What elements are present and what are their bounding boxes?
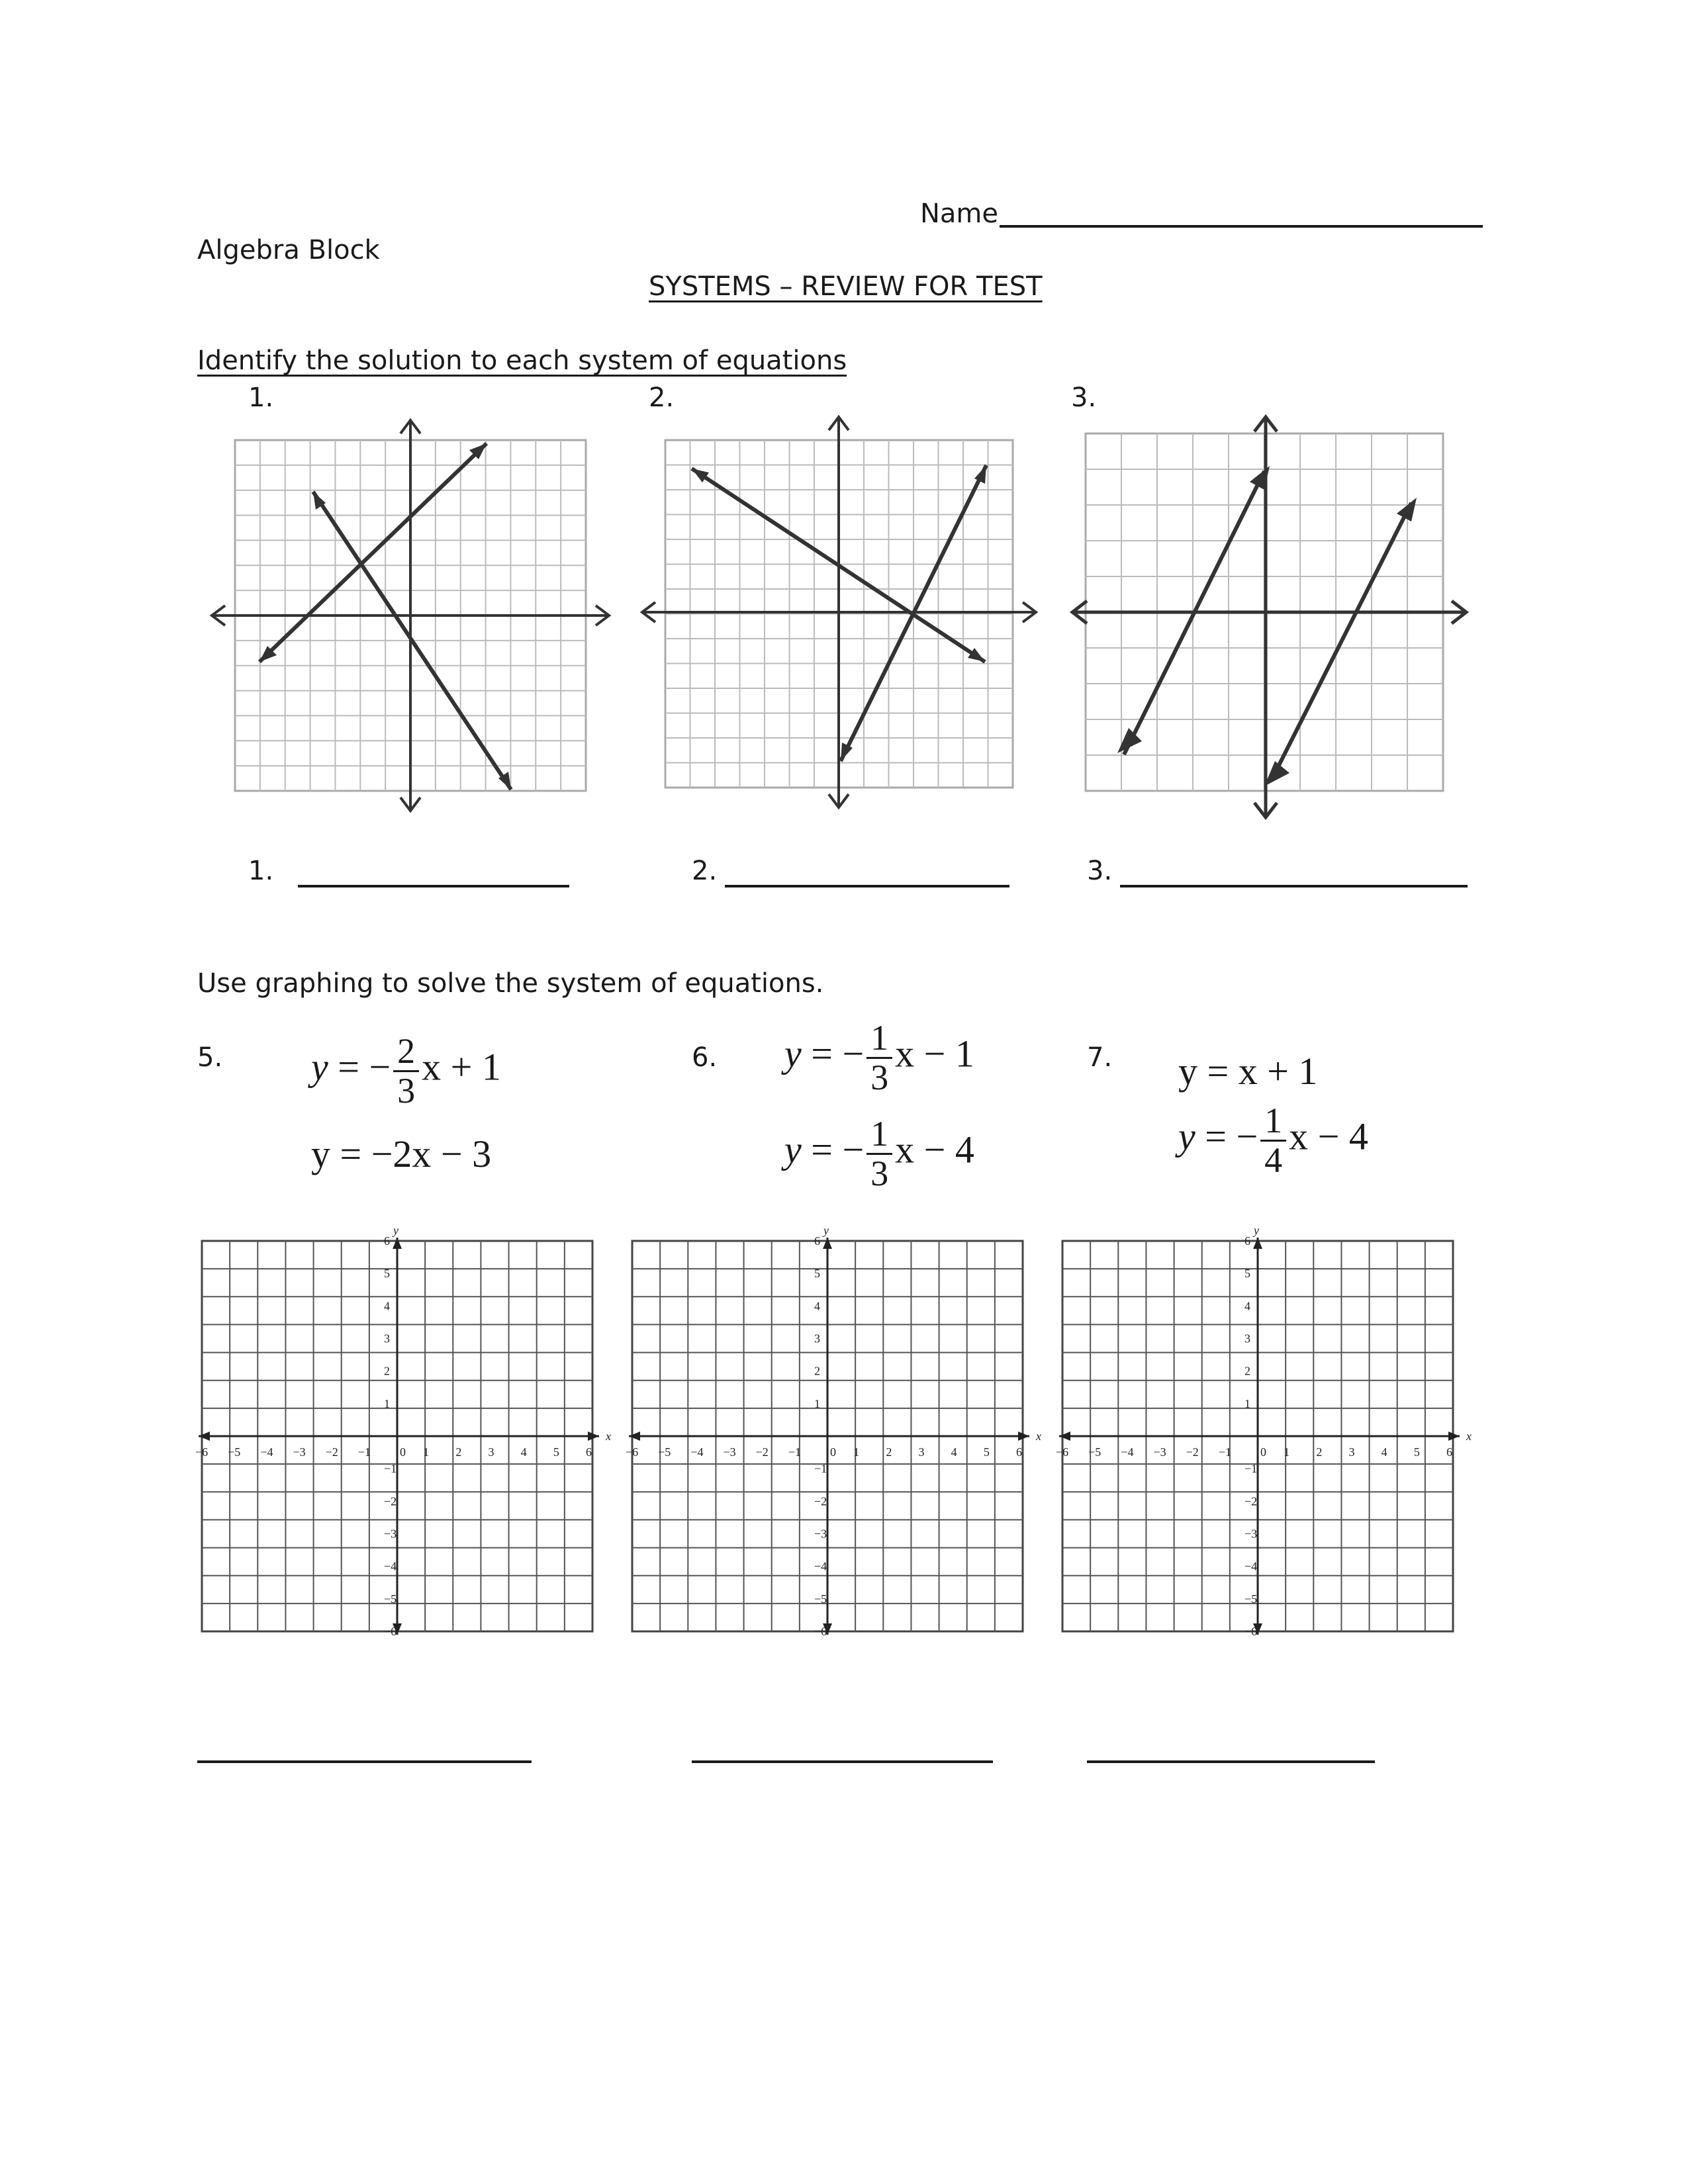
y-arrow-up-icon (823, 1238, 832, 1249)
graph-7[interactable] (1056, 1224, 1483, 1648)
answer-3-blank[interactable] (1120, 885, 1468, 887)
x-tick-label: 2 (455, 1445, 462, 1459)
x-tick-label: 4 (520, 1445, 527, 1459)
x-tick-label: −1 (1218, 1445, 1231, 1459)
answer-7-blank[interactable] (1087, 1760, 1375, 1763)
y-arrow-up-icon (393, 1238, 402, 1249)
answer-5-blank[interactable] (197, 1760, 532, 1763)
origin-label: 0 (830, 1445, 836, 1459)
x-arrow-left-icon (199, 1432, 210, 1441)
y-tick-label: 3 (384, 1332, 390, 1345)
y-tick-label: −3 (814, 1527, 827, 1541)
x-tick-label: 5 (1413, 1445, 1420, 1459)
name-label: Name (920, 199, 999, 229)
x-tick-label: 6 (1016, 1445, 1022, 1459)
problem-5-eq1: y = − $\frac{2}{3}$ x + 1 (311, 1031, 501, 1111)
answer-1-label: 1. (248, 856, 274, 886)
y-tick-label: −1 (814, 1462, 827, 1476)
answer-6-blank[interactable] (692, 1760, 993, 1763)
y-tick-label: −3 (384, 1527, 397, 1541)
y-tick-label: 4 (1244, 1299, 1250, 1313)
x-tick-label: 3 (1348, 1445, 1355, 1459)
problem-6-eq1: y = − $\frac{1}{3}$ x − 1 (784, 1018, 974, 1097)
origin-label: 0 (400, 1445, 406, 1459)
y-tick-label: 6 (814, 1234, 820, 1248)
problem-7-eq1: y = x + 1 (1178, 1050, 1318, 1093)
y-tick-label: −5 (1244, 1592, 1258, 1606)
x-tick-label: 6 (586, 1445, 592, 1459)
graph-1-line-a (259, 443, 487, 662)
problem-7-number: 7. (1087, 1042, 1113, 1073)
problem-1-number: 1. (248, 383, 274, 413)
y-tick-label: −4 (384, 1559, 397, 1573)
name-blank[interactable] (1000, 225, 1483, 228)
problem-5-eq2: y = −2x − 3 (311, 1132, 492, 1175)
problem-7-eq2: y = − $\frac{1}{4}$ x − 4 (1178, 1101, 1368, 1180)
x-tick-label: 1 (853, 1445, 860, 1459)
y-tick-label: 5 (814, 1267, 820, 1281)
section1-instruction: Identify the solution to each system of equations (197, 345, 847, 376)
graph-2-line-b-arrow-start (841, 743, 853, 761)
x-tick-label: −3 (723, 1445, 736, 1459)
answer-3-label: 3. (1087, 856, 1113, 886)
y-tick-label: 1 (814, 1396, 820, 1410)
y-tick-label: 6 (1244, 1234, 1250, 1248)
class-label: Algebra Block (197, 235, 380, 265)
x-tick-label: −6 (195, 1445, 209, 1459)
graph-2 (635, 414, 1046, 811)
x-tick-label: 4 (951, 1445, 957, 1459)
x-tick-label: −3 (293, 1445, 306, 1459)
y-tick-label: −6 (384, 1625, 397, 1638)
x-tick-label: −4 (690, 1445, 704, 1459)
x-tick-label: −5 (658, 1445, 671, 1459)
y-tick-label: −2 (814, 1494, 827, 1508)
x-tick-label: −2 (325, 1445, 338, 1459)
y-tick-label: −3 (1244, 1527, 1258, 1541)
y-tick-label: 4 (814, 1299, 820, 1313)
x-arrow-left-icon (1059, 1432, 1070, 1441)
x-tick-label: −2 (1186, 1445, 1199, 1459)
x-tick-label: 5 (553, 1445, 559, 1459)
graph-5[interactable] (195, 1224, 622, 1648)
x-tick-label: −3 (1153, 1445, 1166, 1459)
y-tick-label: −2 (1244, 1494, 1258, 1508)
problem-3-number: 3. (1071, 383, 1097, 413)
y-tick-label: 5 (384, 1267, 390, 1281)
graph-3-line-b-arrow-start (1264, 761, 1289, 786)
y-tick-label: −1 (1244, 1462, 1258, 1476)
graph-2-line-b-arrow-end (974, 465, 986, 484)
problem-5-number: 5. (197, 1042, 223, 1073)
x-tick-label: 1 (423, 1445, 430, 1459)
x-tick-label: −6 (1056, 1445, 1069, 1459)
x-tick-label: −4 (1121, 1445, 1134, 1459)
x-tick-label: −1 (357, 1445, 371, 1459)
x-tick-label: −2 (755, 1445, 769, 1459)
x-tick-label: −5 (1088, 1445, 1102, 1459)
x-axis-label: x (1036, 1430, 1041, 1443)
graph-3 (1066, 410, 1476, 821)
y-arrow-up-icon (1253, 1238, 1262, 1249)
y-tick-label: −4 (814, 1559, 827, 1573)
page-title: SYSTEMS – REVIEW FOR TEST (649, 271, 1043, 302)
x-tick-label: 4 (1381, 1445, 1387, 1459)
y-tick-label: −5 (384, 1592, 397, 1606)
x-tick-label: 6 (1446, 1445, 1452, 1459)
y-tick-label: −6 (1244, 1625, 1258, 1638)
x-tick-label: 3 (918, 1445, 925, 1459)
y-axis-label: y (393, 1224, 399, 1237)
problem-6-eq2: y = − $\frac{1}{3}$ x − 4 (784, 1114, 974, 1193)
x-tick-label: 5 (983, 1445, 990, 1459)
x-tick-label: −1 (788, 1445, 801, 1459)
section2-instruction: Use graphing to solve the system of equations. (197, 968, 824, 999)
y-tick-label: 2 (1244, 1364, 1250, 1378)
y-tick-label: 1 (1244, 1396, 1250, 1410)
answer-2-blank[interactable] (725, 885, 1009, 887)
y-tick-label: 3 (814, 1332, 820, 1345)
x-tick-label: 2 (886, 1445, 892, 1459)
y-tick-label: −1 (384, 1462, 397, 1476)
answer-1-blank[interactable] (298, 885, 569, 887)
y-tick-label: 2 (814, 1364, 820, 1378)
x-tick-label: 3 (488, 1445, 494, 1459)
x-arrow-left-icon (629, 1432, 640, 1441)
y-tick-label: 6 (384, 1234, 390, 1248)
x-tick-label: −6 (626, 1445, 639, 1459)
x-tick-label: 1 (1284, 1445, 1290, 1459)
problem-2-number: 2. (649, 383, 675, 413)
origin-label: 0 (1260, 1445, 1266, 1459)
y-tick-label: −5 (814, 1592, 827, 1606)
x-tick-label: −5 (228, 1445, 241, 1459)
answer-2-label: 2. (692, 856, 718, 886)
y-axis-label: y (823, 1224, 829, 1237)
y-tick-label: −2 (384, 1494, 397, 1508)
graph-6[interactable] (626, 1224, 1053, 1648)
y-axis-label: y (1254, 1224, 1259, 1237)
y-tick-label: −4 (1244, 1559, 1258, 1573)
x-tick-label: −4 (260, 1445, 273, 1459)
x-axis-label: x (1466, 1430, 1472, 1443)
x-tick-label: 2 (1316, 1445, 1323, 1459)
y-tick-label: 5 (1244, 1267, 1250, 1281)
y-tick-label: 1 (384, 1396, 390, 1410)
graph-3-line-b (1271, 503, 1411, 781)
y-tick-label: 3 (1244, 1332, 1250, 1345)
y-tick-label: −6 (814, 1625, 827, 1638)
problem-6-number: 6. (692, 1042, 718, 1073)
y-tick-label: 4 (384, 1299, 390, 1313)
x-axis-label: x (606, 1430, 611, 1443)
y-tick-label: 2 (384, 1364, 390, 1378)
graph-1 (205, 414, 616, 811)
